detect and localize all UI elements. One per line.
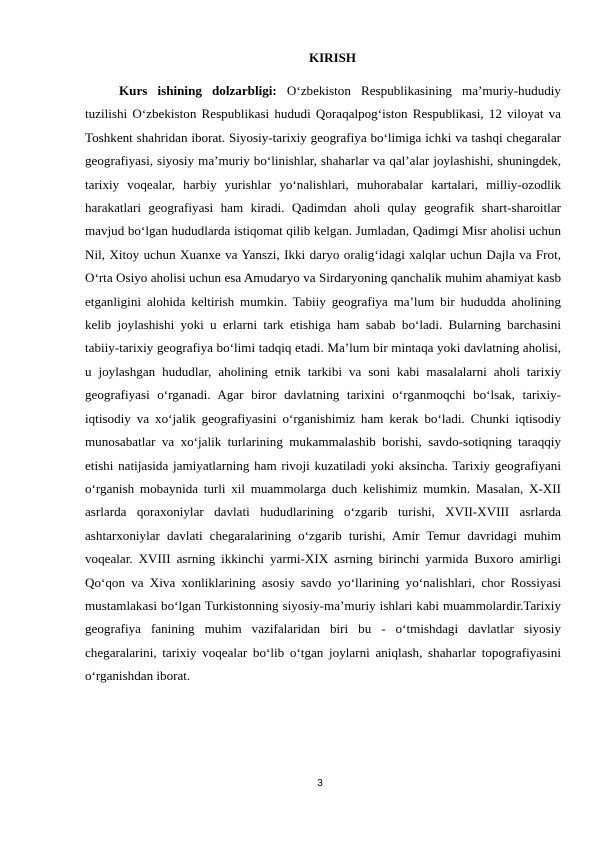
page-number: 3: [317, 778, 323, 789]
lead-label: Kurs ishining dolzarbligi:: [119, 83, 277, 98]
body-paragraph: [85, 79, 561, 688]
page-title: KIRISH: [309, 50, 356, 65]
paragraph-text: O‘zbekiston Respublikasining ma’muriy-hududiy tuzilishi O‘zbekiston Respublikasi hududi Qoraqalpog‘iston Respublikasi, 12 viloyat va Toshkent shahridan iborat. Siyosiy-tarixiy geografiya bo‘limiga ichki va tashqi chegaralar geografiyasi, siyosiy ma’muriy bo‘linishlar, shaharlar va qal’alar joylashishi, shuningdek, tarixiy voqealar, harbiy yurishlar yo‘nalishlari, muhorabalar kartalari, milliy-ozodlik harakatlari geografiyasi ham kiradi. Qadimdan aholi qulay geografik shart-sharoitlar mavjud bo‘lgan hududlarda istiqomat qilib kelgan. Jumladan, Qadimgi Misr aholisi uchun Nil, Xitoy uchun Xuanxe va Yanszi, Ikki daryo oralig‘idagi xalqlar uchun Dajla va Frot, O‘rta Osiyo aholisi uchun esa Amudaryo va Sirdaryoning qanchalik muhim ahamiyat kasb etganligini alohida keltirish mumkin. Tabiiy geografiya ma’lum bir hududda aholining kelib joylashishi yoki u erlarni tark etishiga ham sabab bo‘ladi. Bularning barchasini tabiiy-tarixiy geografiya bo‘limi tadqiq etadi. Ma’lum bir mintaqa yoki davlatning aholisi, u joylashgan hududlar, aholining etnik tarkibi va soni kabi masalalarni aholi tarixiy geografiyasi o‘rganadi. Agar biror davlatning tarixini o‘rganmoqchi bo‘lsak, tarixiy-iqtisodiy va xo‘jalik geografiyasini o‘rganishimiz ham kerak bo‘ladi. Chunki iqtisodiy munosabatlar va xo‘jalik turlarining mukammalashib borishi, savdo-sotiqning taraqqiy etishi natijasida jamiyatlarning ham rivoji kuzatiladi yoki aksincha. Tarixiy geografiyani o‘rganish mobaynida turli xil muammolarga duch kelishimiz mumkin. Masalan, X-XII asrlarda qoraxoniylar davlati hududlarining o‘zgarib turishi, XVII-XVIII asrlarda ashtarxoniylar davlati chegaralarining o‘zgarib turishi, Amir Temur davridagi muhim voqealar. XVIII asrning ikkinchi yarmi-XIX asrning birinchi yarmida Buxoro amirligi Qo‘qon va Xiva xonliklarining asosiy savdo yo‘llarining yo‘nalishlari, chor Rossiyasi mustamlakasi bo‘lgan Turkistonning siyosiy-ma’muriy ishlari kabi muammolardir.Tarixiy geografiya fanining muhim vazifalaridan biri bu - o‘tmishdagi davlatlar siyosiy chegaralarini, tarixiy voqealar bo‘lib o‘tgan joylarni aniqlash, shaharlar topografiyasini o‘rganishdan iborat.: [85, 83, 561, 684]
